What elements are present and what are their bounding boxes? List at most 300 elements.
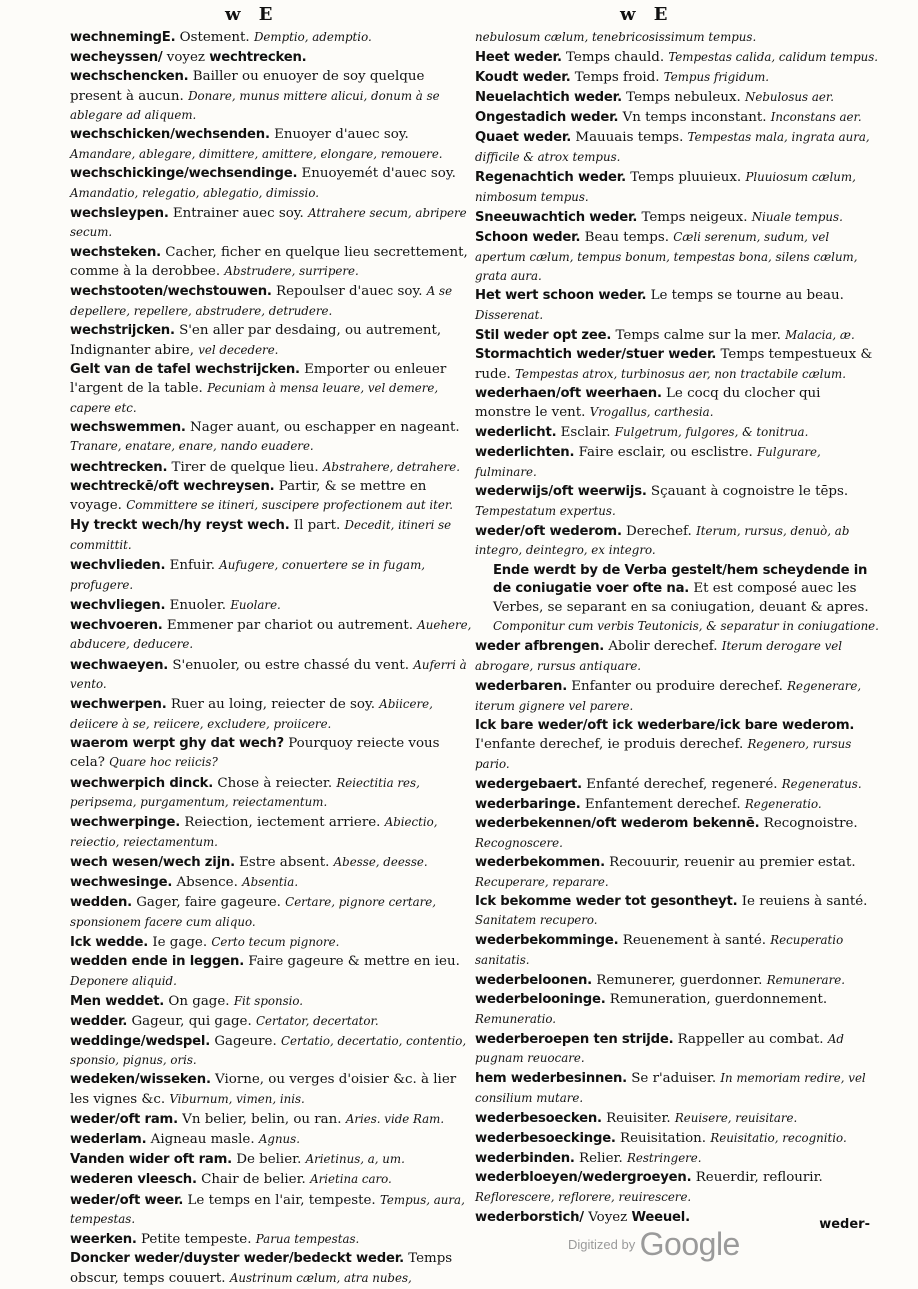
headword: wederbesoeckinge. [475,1131,616,1147]
right-column [475,28,880,1228]
french-gloss: Abolir derechef. [608,639,718,655]
headword: wechwerpinge. [70,815,181,831]
dictionary-entry [475,88,880,108]
headword: Gelt van de tafel wechstrijcken. [70,361,300,377]
french-gloss: Nager auant, ou eschapper en nageant. [190,419,460,435]
watermark-prefix: Digitized by [568,1237,636,1252]
headword: wederen vleesch. [70,1172,197,1188]
latin-gloss: Arietinus, a, um. [305,1152,405,1167]
headword: Doncker weder/duyster weder/bedeckt weder. [70,1251,404,1267]
dictionary-entry [70,28,475,48]
left-column [70,28,475,1289]
headword: wechstrijcken. [70,322,175,338]
dictionary-entry [70,1191,475,1230]
dictionary-entry [475,775,880,795]
dictionary-entry [475,677,880,716]
dictionary-entry [475,168,880,207]
headword: wechsleypen. [70,205,169,221]
dictionary-entry [70,1230,475,1250]
french-gloss: Derechef. [626,523,692,539]
french-gloss: Enuoler. [169,597,227,613]
latin-gloss: Iterum, rursus, denuò, ab integro, deintegro, ex integro. [475,523,850,558]
headword: wederborstich/ [475,1210,584,1226]
dictionary-entry [475,228,880,287]
latin-gloss: Donare, munus mittere alicui, donum à se ablegare ad aliquem. [70,88,440,123]
french-gloss: Emporter ou enleuer l'argent de la table. [70,361,447,397]
dictionary-entry [70,1170,475,1190]
dictionary-entry [475,287,880,325]
latin-gloss: In memoriam redire, vel consilium mutare. [475,1071,866,1106]
latin-gloss: Restringere. [626,1151,702,1166]
dictionary-entry [475,208,880,228]
dictionary-entry [475,68,880,88]
latin-gloss: Tempestas atrox, turbinosus aer, non tractabile cælum. [515,366,846,381]
latin-gloss: Aufugere, conuertere se in fugam, profugere. [70,558,426,592]
latin-gloss: Recuperare, reparare. [475,874,609,889]
headword: wederbinden. [475,1151,575,1167]
cross-reference: wechtrecken. [209,50,307,66]
latin-gloss: Regeneratus. [781,777,862,792]
latin-gloss: Reiectitia res, peripsema, purgamentum, reiectamentum. [70,775,420,810]
headword: wederhaen/oft weerhaen. [475,385,662,401]
dictionary-entry [70,204,475,243]
headword: wederbloeyen/wedergroeyen. [475,1170,692,1186]
catchword: weder- [819,1217,870,1232]
latin-gloss: Reflorescere, reflorere, reuirescere. [475,1190,692,1205]
headword: wechwerpen. [70,697,167,713]
headword: wederlicht. [475,425,557,441]
french-gloss: Le temps se tourne au beau. [650,288,844,304]
latin-gloss: Disserenat. [475,307,544,322]
french-gloss: Se r'aduiser. [631,1071,717,1087]
dictionary-entry [70,933,475,953]
headword: wederwijs/oft weerwijs. [475,484,647,500]
french-gloss: Vn temps inconstant. [622,110,767,126]
dictionary-entry [70,853,475,873]
french-gloss: Enfuir. [169,558,216,574]
latin-gloss: Tempus, aura, tempestas. [70,1192,465,1227]
french-gloss: Temps obscur, temps couuert. [70,1251,453,1286]
headword: wechvliegen. [70,597,166,613]
headword: wechtrecken. [70,459,168,475]
latin-gloss: Fulgurare, fulminare. [475,445,821,480]
dictionary-entry [70,1130,475,1150]
latin-gloss: Attrahere secum, abripere secum. [70,205,467,240]
french-gloss: Ostement. [179,30,250,45]
headword: wederbekennen/oft wederom bekennē. [475,816,760,832]
dictionary-entry [70,165,475,203]
dictionary-entry [475,128,880,167]
dictionary-entry [475,108,880,128]
dictionary-entry [70,953,475,991]
french-gloss: Temps tempestueux & rude. [475,347,873,382]
dictionary-entry [475,893,880,931]
french-gloss: Cacher, ficher en quelque lieu secrettement, comme à la derobbee. [70,244,468,280]
french-gloss: Relier. [579,1151,623,1167]
french-gloss: Temps neigeux. [641,209,748,225]
dictionary-entry [475,1109,880,1129]
latin-gloss: Tempestas mala, ingrata aura, difficile & atrox tempus. [475,130,870,165]
french-gloss: Emmener par chariot ou autrement. [166,617,414,633]
dictionary-entry [70,1032,475,1071]
headword: wechwaeyen. [70,657,169,673]
latin-gloss: Pecuniam à mensa leuare, vel demere, capere etc. [70,381,439,415]
dictionary-entry [475,28,880,48]
dictionary-entry [70,873,475,893]
dictionary-entry [475,385,880,423]
french-gloss: Et est composé auec les Verbes, se separant en sa coniugation, deuant & apres. [493,581,869,615]
latin-gloss: Absentia. [242,875,299,890]
french-gloss: On gage. [168,993,230,1009]
dictionary-entry [70,656,475,695]
latin-gloss: Nebulosus aer. [745,90,834,105]
latin-gloss: Tempestatum expertus. [475,503,616,518]
french-gloss: Voyez [588,1210,628,1226]
latin-gloss: Euolare. [230,597,281,612]
headword: wederbaren. [475,679,567,695]
latin-gloss: Certo tecum pignore. [211,934,340,949]
headword: Hy treckt wech/hy reyst wech. [70,518,290,534]
headword: Het wert schoon weder. [475,288,647,304]
latin-gloss: Remuneratio. [475,1011,557,1026]
latin-gloss: Malacia, æ. [785,327,855,342]
latin-gloss: Pluuiosum cælum, nimbosum tempus. [475,170,856,204]
dictionary-entry [70,556,475,595]
running-head-right: w E [620,4,674,25]
latin-gloss: Amandare, ablegare, dimittere, amittere, elongare, remouere. [70,147,443,162]
latin-gloss: Deponere aliquid. [70,973,177,988]
french-gloss: Rappeller au combat. [677,1031,824,1047]
headword: wedden ende in leggen. [70,953,245,969]
latin-gloss: Regenero, rursus pario. [475,737,852,771]
headword: Stormachtich weder/stuer weder. [475,347,717,362]
headword: wecheyssen/ [70,50,163,66]
headword: Sneeuwachtich weder. [475,209,638,225]
dictionary-entry [475,423,880,443]
dictionary-entry [70,126,475,164]
headword: wederlichten. [475,445,575,461]
latin-gloss: Regenerare, iterum gignere vel parere. [475,679,862,713]
french-gloss: Chair de belier. [201,1172,306,1188]
dictionary-entry [70,774,475,813]
french-gloss: Mauuais temps. [575,130,684,146]
dictionary-entry [70,992,475,1012]
dictionary-entry [475,562,880,637]
french-gloss: Beau temps. [584,229,669,245]
google-logo: Google [639,1226,740,1262]
french-gloss: Ie gage. [152,934,208,950]
french-gloss: Tirer de quelque lieu. [171,459,319,475]
latin-gloss: Tempestas calida, calidum tempus. [668,50,879,65]
dictionary-entry [70,68,475,126]
dictionary-entry [70,1012,475,1032]
latin-gloss: Tranare, enatare, enare, nando euadere. [70,439,314,454]
french-gloss: Pourquoy reiecte vous cela? [70,735,440,771]
latin-gloss: Tempus frigidum. [663,70,770,85]
french-gloss: Recognoistre. [763,816,858,832]
headword: wederlam. [70,1132,147,1148]
latin-gloss: Cæli serenum, sudum, vel apertum cælum, tempus bonum, tempestas bona, silens cælum, grata aura. [475,229,858,284]
dictionary-entry [70,419,475,457]
headword: Vanden wider oft ram. [70,1152,232,1168]
latin-gloss: Recognoscere. [475,835,563,850]
dictionary-entry [475,443,880,482]
latin-gloss: Parua tempestas. [255,1232,360,1247]
dictionary-entry [475,1069,880,1108]
headword: wechwerpich dinck. [70,775,214,791]
latin-gloss: Iterum derogare vel abrogare, rursus antiquare. [475,639,842,673]
headword: Ick wedde. [70,934,149,950]
french-gloss: Le cocq du clocher qui monstre le vent. [475,385,821,421]
cross-reference: Weeuel. [631,1210,690,1226]
french-gloss: Enuoyemét d'auec soy. [301,166,456,182]
dictionary-entry [70,596,475,616]
dictionary-entry [70,458,475,478]
headword: wederbelooninge. [475,992,606,1008]
headword: hem wederbesinnen. [475,1071,627,1087]
french-gloss: Enfanter ou produire derechef. [571,679,783,695]
french-gloss: Partir, & se mettre en voyage. [70,478,427,514]
headword: Regenachtich weder. [475,170,626,186]
dictionary-entry [70,1250,475,1288]
french-gloss: Faire gageure & mettre en ieu. [248,953,460,969]
dictionary-entry [70,735,475,773]
latin-gloss: Recuperatio sanitatis. [475,933,844,967]
headword: wechschicken/wechsenden. [70,127,270,143]
french-gloss: Estre absent. [239,854,330,870]
headword: wechvoeren. [70,617,163,633]
dictionary-entry [475,522,880,561]
dictionary-entry [70,244,475,282]
dictionary-entry [475,717,880,775]
dictionary-entry [475,483,880,521]
french-gloss: Ie reuiens à santé. [741,893,868,909]
dictionary-entry [70,813,475,852]
french-gloss: Reiection, iectement arriere. [184,815,381,831]
headword: weder/oft wederom. [475,523,622,539]
latin-gloss: Viburnum, vimen, inis. [169,1092,305,1107]
french-gloss: Entrainer auec soy. [172,205,304,221]
dictionary-entry [475,854,880,892]
latin-gloss: Amandatio, relegatio, ablegatio, dimissio. [70,185,319,200]
dictionary-entry [70,695,475,734]
headword: wechvlieden. [70,558,166,574]
french-gloss: Petite tempeste. [141,1232,252,1248]
dictionary-entry [70,1071,475,1109]
french-gloss: Temps calme sur la mer. [615,327,781,343]
headword: wech wesen/wech zijn. [70,854,235,870]
dictionary-entry [70,893,475,932]
headword: wederberoepen ten strijde. [475,1031,674,1047]
french-gloss: Temps pluuieux. [630,170,742,186]
headword: wederbekomminge. [475,933,619,949]
headword: Ick bekomme weder tot gesontheyt. [475,893,738,909]
french-gloss: Reuisitation. [620,1131,707,1147]
headword: wederbaringe. [475,797,581,813]
latin-gloss: Ad pugnam reuocare. [475,1031,844,1066]
headword: Quaet weder. [475,130,572,146]
latin-gloss: Austrinum cælum, atra nubes, [229,1270,412,1285]
latin-gloss: Certatio, decertatio, contentio, sponsio, pignus, oris. [70,1033,467,1068]
headword: Stil weder opt zee. [475,327,612,343]
french-gloss: Aigneau masle. [150,1132,255,1148]
dictionary-entry [475,48,880,68]
headword: weddinge/wedspel. [70,1033,211,1049]
dictionary-entry [70,322,475,360]
french-gloss: Recouurir, reuenir au premier estat. [609,854,856,870]
dictionary-entry [70,516,475,555]
french-gloss: Temps nebuleux. [626,90,741,106]
latin-gloss: Quare hoc reiicis? [109,755,218,770]
latin-gloss: nebulosum cælum, tenebricosissimum tempus. [475,30,757,44]
latin-gloss: Sanitatem recupero. [475,913,598,928]
headword: wechschickinge/wechsendinge. [70,166,298,182]
latin-gloss: Auehere, abducere, deducere. [70,617,472,652]
latin-gloss: Abiicere, deiicere à se, reiicere, excludere, proiicere. [70,697,433,731]
dictionary-entry [475,971,880,991]
latin-gloss: Reuisere, reuisitare. [674,1111,798,1126]
french-gloss: Reuerdir, reflourir. [695,1170,823,1186]
french-gloss: Bailler ou enuoyer de soy quelque present à aucun. [70,69,425,104]
french-gloss: I'enfante derechef, ie produis derechef. [475,737,744,753]
headword: wedeken/wisseken. [70,1072,211,1088]
headword: wedergebaert. [475,777,582,793]
dictionary-entry [475,795,880,815]
headword: wechwesinge. [70,875,173,891]
french-gloss: voyez [166,50,205,66]
french-gloss: Gageure. [214,1033,277,1049]
latin-gloss: Demptio, ademptio. [253,30,372,44]
french-gloss: Sçauant à cognoistre le tēps. [650,484,849,500]
headword: wederbekommen. [475,854,605,870]
latin-gloss: Regeneratio. [744,797,822,812]
french-gloss: Viorne, ou verges d'oisier &c. à lier les vignes &c. [70,1072,457,1108]
latin-gloss: Reuisitatio, recognitio. [710,1131,847,1146]
french-gloss: Repoulser d'auec soy. [275,284,423,300]
dictionary-entry [475,991,880,1029]
headword: wederbeloonen. [475,973,592,988]
latin-gloss: Abesse, deesse. [333,854,428,869]
headword: Men weddet. [70,993,165,1009]
headword: weder/oft weer. [70,1192,184,1208]
french-gloss: Gageur, qui gage. [131,1013,252,1029]
dictionary-entry [475,1169,880,1207]
french-gloss: Absence. [176,875,238,891]
headword: weder afbrengen. [475,639,605,655]
latin-gloss: Certator, decertator. [256,1013,379,1028]
headword: wechnemingE. [70,30,176,45]
latin-gloss: Fit sponsio. [233,993,304,1008]
headword: Ende werdt by de Verba gestelt/hem scheydende in de coniugatie voer ofte na. [493,562,868,597]
french-gloss: Le temps en l'air, tempeste. [187,1192,376,1208]
french-gloss: S'enuoler, ou estre chassé du vent. [172,657,410,673]
dictionary-entry [70,48,475,68]
latin-gloss: Remunerare. [766,973,845,987]
headword: Neuelachtich weder. [475,90,622,106]
dictionary-entry [475,346,880,384]
french-gloss: Esclair. [560,425,611,441]
french-gloss: Enuoyer d'auec soy. [274,127,409,143]
latin-gloss: Committere se itineri, suscipere profectionem aut iter. [126,498,453,513]
french-gloss: Gager, faire gageure. [136,895,281,911]
dictionary-entry [475,1129,880,1149]
headword: weerken. [70,1232,137,1248]
headword: wederbesoecken. [475,1111,602,1127]
headword: weder/oft ram. [70,1112,178,1128]
headword: wechtreckē/oft wechreysen. [70,478,275,494]
latin-gloss: vel decedere. [198,342,279,357]
french-gloss: Chose à reiecter. [217,775,333,791]
latin-gloss: Vrogallus, carthesia. [589,405,714,420]
dictionary-entry [70,282,475,321]
headword: Heet weder. [475,50,562,66]
latin-gloss: Decedit, itineri se committit. [70,518,452,552]
french-gloss: Ruer au loing, reiecter de soy. [170,697,376,713]
running-head-left: w E [225,4,279,25]
headword: waerom werpt ghy dat wech? [70,735,284,751]
dictionary-entry [70,1150,475,1170]
french-gloss: Vn belier, belin, ou ran. [182,1112,342,1128]
headword: wechschencken. [70,69,189,85]
headword: wechsteken. [70,244,161,260]
dictionary-entry [70,616,475,655]
dictionary-entry [475,637,880,676]
digitized-watermark [568,1226,740,1263]
french-gloss: Enfanté derechef, regeneré. [586,777,778,793]
french-gloss: S'en aller par desdaing, ou autrement, Indignanter abire, [70,322,442,358]
headword: Koudt weder. [475,70,571,86]
dictionary-entry [475,931,880,970]
headword: wedden. [70,895,132,911]
latin-gloss: Aries. vide Ram. [345,1112,445,1127]
latin-gloss: Abiectio, reiectio, reiectamentum. [70,815,438,849]
dictionary-entry [475,326,880,346]
headword: Schoon weder. [475,229,581,245]
french-gloss: Reuisiter. [606,1111,671,1127]
dictionary-entry [475,1030,880,1069]
latin-gloss: A se depellere, repellere, abstrudere, detrudere. [70,284,453,318]
latin-gloss: Certare, pignore certare, sponsionem facere cum aliquo. [70,895,437,929]
latin-gloss: Niuale tempus. [751,209,843,224]
dictionary-entry [70,478,475,516]
french-gloss: Il part. [293,518,341,534]
latin-gloss: Abstrahere, detrahere. [322,459,461,474]
latin-gloss: Abstrudere, surripere. [224,264,359,279]
dictionary-entry [475,815,880,853]
french-gloss: Temps chauld. [566,50,665,66]
headword: wechswemmen. [70,419,186,435]
latin-gloss: Fulgetrum, fulgores, & tonitrua. [614,425,809,440]
dictionary-entry [70,361,475,419]
latin-gloss: Agnus. [258,1132,300,1147]
latin-gloss: Inconstans aer. [770,110,862,125]
dictionary-entry [70,1110,475,1130]
headword: wedder. [70,1013,128,1029]
latin-gloss: Componitur cum verbis Teutonicis, & separatur in coniugatione. [493,619,879,634]
french-gloss: De belier. [236,1152,302,1168]
headword: wechstooten/wechstouwen. [70,284,272,300]
headword: Ongestadich weder. [475,110,619,126]
latin-gloss: Arietina caro. [310,1172,392,1187]
french-gloss: Remunerer, guerdonner. [596,973,763,988]
french-gloss: Enfantement derechef. [584,797,741,813]
french-gloss: Remuneration, guerdonnement. [609,992,828,1008]
french-gloss: Reuenement à santé. [622,933,767,949]
headword: Ick bare weder/oft ick wederbare/ick bare wederom. [475,717,855,733]
latin-gloss: Auferri à vento. [70,657,467,692]
dictionary-entry [475,1149,880,1169]
french-gloss: Faire esclair, ou esclistre. [578,445,753,461]
